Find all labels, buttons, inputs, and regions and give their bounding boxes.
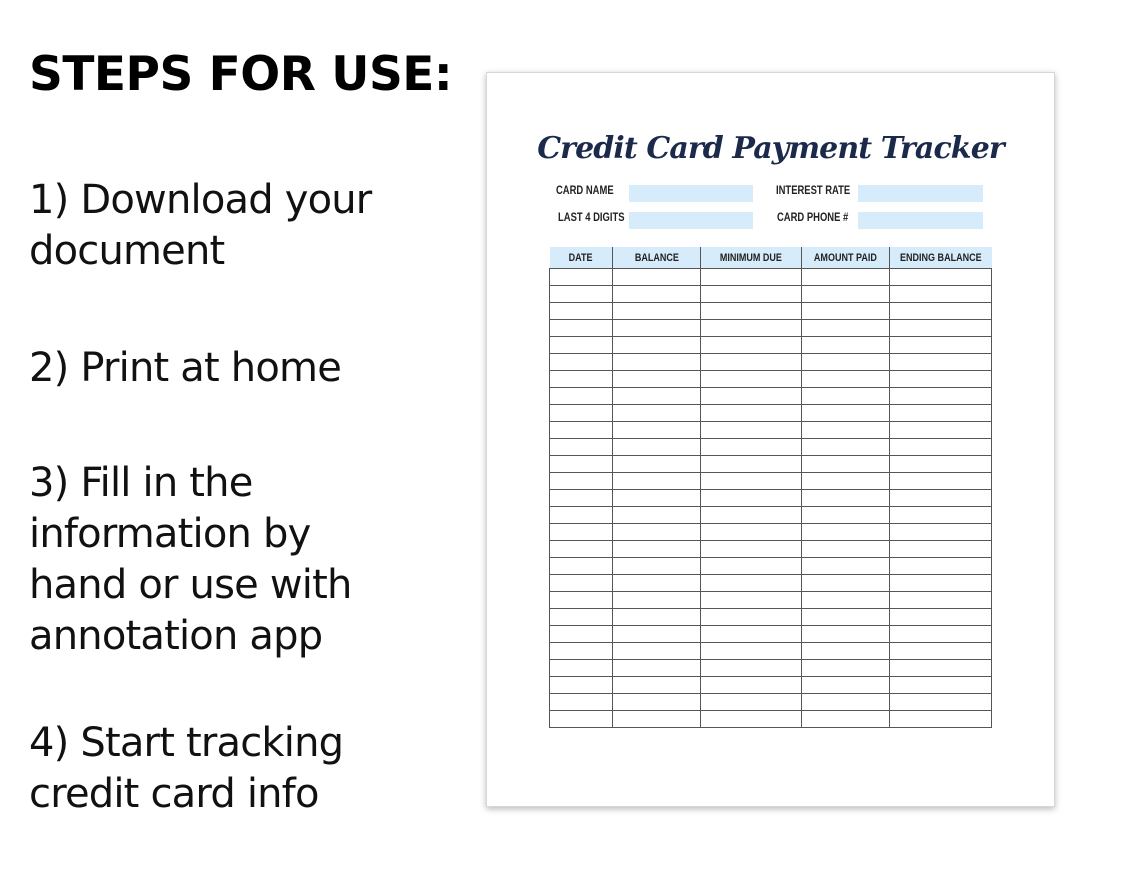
table-row <box>550 558 992 575</box>
table-cell <box>550 677 613 694</box>
card-phone-field <box>858 212 983 229</box>
table-cell <box>890 626 992 643</box>
card-phone-label: CARD PHONE # <box>777 212 849 224</box>
table-cell <box>890 609 992 626</box>
table-cell <box>550 490 613 507</box>
table-cell <box>802 422 890 439</box>
table-cell <box>550 711 613 728</box>
table-row <box>550 439 992 456</box>
table-cell <box>550 269 613 286</box>
last-4-digits-label: LAST 4 DIGITS <box>558 212 625 224</box>
table-cell <box>550 558 613 575</box>
table-cell <box>550 354 613 371</box>
table-cell <box>550 405 613 422</box>
steps-heading: STEPS FOR USE: <box>29 47 453 102</box>
table-cell <box>550 541 613 558</box>
table-cell <box>613 643 701 660</box>
table-cell <box>802 575 890 592</box>
table-cell <box>890 660 992 677</box>
table-cell <box>802 660 890 677</box>
table-cell <box>701 592 802 609</box>
table-row <box>550 405 992 422</box>
table-cell <box>802 405 890 422</box>
table-cell <box>890 541 992 558</box>
column-header-minimum-due: MINIMUM DUE <box>701 247 802 269</box>
table-cell <box>550 575 613 592</box>
table-cell <box>701 422 802 439</box>
table-cell <box>701 711 802 728</box>
table-cell <box>550 660 613 677</box>
table-cell <box>701 660 802 677</box>
step-4-line-1: 4) Start tracking <box>29 720 344 766</box>
table-cell <box>701 609 802 626</box>
card-name-label: CARD NAME <box>556 185 614 197</box>
step-2-line-1: 2) Print at home <box>29 345 342 391</box>
table-cell <box>890 490 992 507</box>
table-cell <box>701 456 802 473</box>
table-cell <box>613 507 701 524</box>
table-cell <box>613 456 701 473</box>
table-row <box>550 660 992 677</box>
table-cell <box>890 286 992 303</box>
table-cell <box>701 269 802 286</box>
step-2 <box>29 343 469 394</box>
table-cell <box>802 711 890 728</box>
table-cell <box>890 473 992 490</box>
table-cell <box>613 490 701 507</box>
table-cell <box>701 490 802 507</box>
step-3-line-1: 3) Fill in the <box>29 460 253 506</box>
table-cell <box>550 609 613 626</box>
table-cell <box>701 388 802 405</box>
table-cell <box>802 677 890 694</box>
table-cell <box>550 456 613 473</box>
table-cell <box>550 286 613 303</box>
table-cell <box>613 422 701 439</box>
table-cell <box>802 558 890 575</box>
table-body <box>550 269 992 728</box>
table-cell <box>701 405 802 422</box>
table-cell <box>701 473 802 490</box>
table-cell <box>802 643 890 660</box>
table-row <box>550 541 992 558</box>
table-cell <box>802 592 890 609</box>
table-cell <box>613 609 701 626</box>
table-cell <box>890 388 992 405</box>
table-cell <box>802 337 890 354</box>
step-3-line-3: hand or use with <box>29 562 352 608</box>
table-cell <box>550 337 613 354</box>
table-cell <box>613 388 701 405</box>
table-cell <box>701 558 802 575</box>
table-cell <box>890 677 992 694</box>
table-cell <box>890 422 992 439</box>
table-cell <box>550 643 613 660</box>
table-cell <box>701 575 802 592</box>
interest-rate-label: INTEREST RATE <box>776 185 851 197</box>
table-cell <box>550 473 613 490</box>
table-cell <box>701 286 802 303</box>
table-cell <box>890 337 992 354</box>
table-cell <box>550 422 613 439</box>
table-cell <box>550 320 613 337</box>
table-cell <box>613 677 701 694</box>
table-cell <box>701 303 802 320</box>
table-cell <box>890 439 992 456</box>
table-cell <box>701 337 802 354</box>
table-cell <box>550 439 613 456</box>
card-name-field <box>629 185 753 202</box>
step-3 <box>29 458 469 662</box>
table-cell <box>701 320 802 337</box>
table-cell <box>890 524 992 541</box>
column-header-amount-paid: AMOUNT PAID <box>802 247 890 269</box>
table-cell <box>613 626 701 643</box>
table-cell <box>613 405 701 422</box>
table-cell <box>550 626 613 643</box>
table-row <box>550 354 992 371</box>
table-cell <box>550 388 613 405</box>
table-cell <box>890 507 992 524</box>
table-cell <box>802 439 890 456</box>
table-cell <box>890 371 992 388</box>
table-cell <box>802 303 890 320</box>
table-cell <box>802 541 890 558</box>
step-4-line-2: credit card info <box>29 771 319 817</box>
table-cell <box>613 575 701 592</box>
step-3-line-4: annotation app <box>29 613 323 659</box>
table-cell <box>890 456 992 473</box>
table-cell <box>613 592 701 609</box>
column-header-ending-balance: ENDING BALANCE <box>890 247 992 269</box>
table-cell <box>890 269 992 286</box>
table-row <box>550 388 992 405</box>
table-row <box>550 626 992 643</box>
table-cell <box>802 371 890 388</box>
step-1-line-2: document <box>29 228 225 274</box>
table-row <box>550 286 992 303</box>
table-cell <box>701 507 802 524</box>
sheet-title: Credit Card Payment Tracker <box>537 131 1004 166</box>
column-header-balance: BALANCE <box>613 247 701 269</box>
table-cell <box>613 320 701 337</box>
column-header-date: DATE <box>550 247 613 269</box>
table-cell <box>613 541 701 558</box>
table-cell <box>802 524 890 541</box>
table-cell <box>890 643 992 660</box>
table-cell <box>802 507 890 524</box>
table-cell <box>802 354 890 371</box>
table-cell <box>890 303 992 320</box>
table-cell <box>701 694 802 711</box>
table-cell <box>701 643 802 660</box>
table-cell <box>613 371 701 388</box>
table-row <box>550 507 992 524</box>
table-cell <box>890 711 992 728</box>
table-cell <box>701 541 802 558</box>
table-cell <box>613 711 701 728</box>
table-cell <box>613 558 701 575</box>
table-cell <box>802 269 890 286</box>
table-cell <box>613 337 701 354</box>
table-row <box>550 575 992 592</box>
table-row <box>550 473 992 490</box>
table-cell <box>890 558 992 575</box>
table-cell <box>613 269 701 286</box>
table-row <box>550 490 992 507</box>
table-cell <box>701 524 802 541</box>
table-cell <box>613 473 701 490</box>
table-cell <box>613 439 701 456</box>
table-cell <box>613 694 701 711</box>
table-cell <box>890 405 992 422</box>
table-cell <box>701 626 802 643</box>
table-cell <box>613 524 701 541</box>
table-cell <box>802 609 890 626</box>
table-row <box>550 677 992 694</box>
table-cell <box>550 524 613 541</box>
payment-table <box>549 247 992 728</box>
table-cell <box>701 371 802 388</box>
table-row <box>550 371 992 388</box>
step-3-line-2: information by <box>29 511 311 557</box>
table-cell <box>802 626 890 643</box>
table-row <box>550 643 992 660</box>
table-row <box>550 609 992 626</box>
table-cell <box>613 303 701 320</box>
table-row <box>550 456 992 473</box>
table-cell <box>890 592 992 609</box>
table-cell <box>802 286 890 303</box>
table-cell <box>802 388 890 405</box>
table-cell <box>550 592 613 609</box>
table-row <box>550 711 992 728</box>
table-cell <box>613 286 701 303</box>
table-cell <box>613 354 701 371</box>
table-row <box>550 592 992 609</box>
table-row <box>550 320 992 337</box>
table-row <box>550 422 992 439</box>
table-cell <box>890 320 992 337</box>
table-cell <box>802 456 890 473</box>
table-cell <box>701 677 802 694</box>
table-row <box>550 694 992 711</box>
step-4 <box>29 718 469 820</box>
table-cell <box>550 507 613 524</box>
table-cell <box>890 694 992 711</box>
table-cell <box>550 303 613 320</box>
table-cell <box>802 490 890 507</box>
table-cell <box>550 371 613 388</box>
tracker-sheet-preview <box>486 72 1055 807</box>
table-cell <box>613 660 701 677</box>
step-1 <box>29 175 469 277</box>
table-cell <box>550 694 613 711</box>
step-1-line-1: 1) Download your <box>29 177 372 223</box>
table-cell <box>890 575 992 592</box>
table-row <box>550 269 992 286</box>
last-4-digits-field <box>629 212 753 229</box>
table-row <box>550 303 992 320</box>
table-row <box>550 337 992 354</box>
table-cell <box>890 354 992 371</box>
table-row <box>550 524 992 541</box>
table-cell <box>802 694 890 711</box>
interest-rate-field <box>858 185 983 202</box>
table-cell <box>802 473 890 490</box>
table-cell <box>802 320 890 337</box>
table-cell <box>701 354 802 371</box>
table-cell <box>701 439 802 456</box>
table-header-row <box>550 247 992 269</box>
